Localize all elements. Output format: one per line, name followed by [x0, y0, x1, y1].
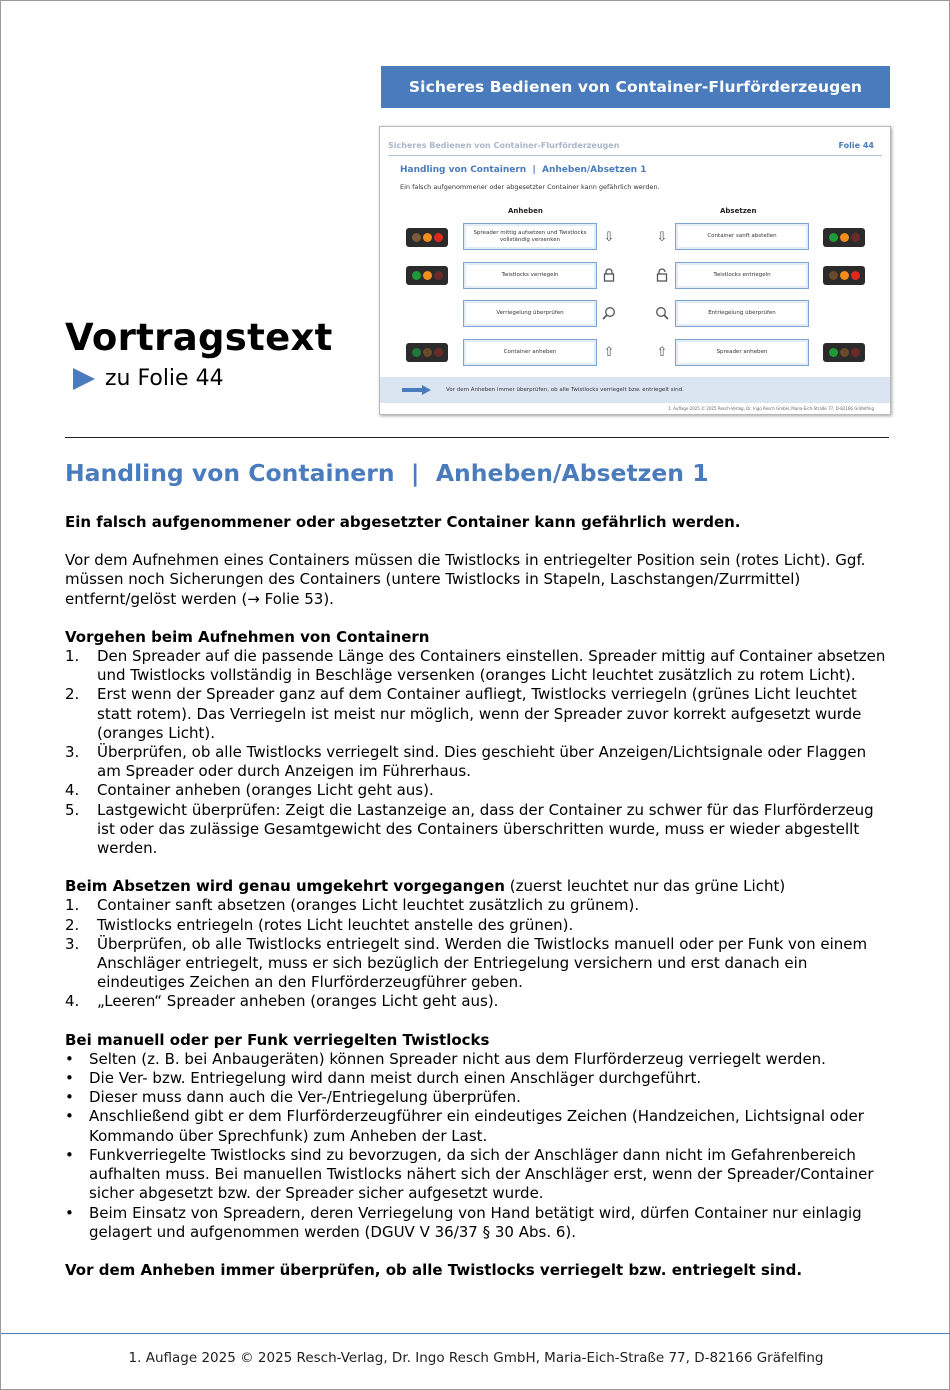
absetzen-heading: Beim Absetzen wird genau umgekehrt vorgegangen (zuerst leuchtet nur das grüne Licht): [65, 877, 786, 896]
arrow-up-icon: ⇧: [656, 344, 668, 360]
arrow-down-icon: ⇩: [603, 229, 615, 245]
triangle-right-icon: [73, 368, 95, 390]
banner-title: Sicheres Bedienen von Container-Flurförderzeugen: [408, 78, 863, 96]
lock-open-icon: [654, 267, 670, 283]
slide-copyright: 1. Auflage 2025 © 2025 Resch-Verlag, Dr. Ingo Resch GmbH, Maria-Eich-Straße 77, D-82166 Gräfelfing: [668, 406, 874, 411]
slide-box-right-3: Entriegelung überprüfen: [675, 300, 809, 327]
slide-header-rule: [388, 155, 882, 156]
list-item: 1. Container sanft absetzen (oranges Licht leuchtet zusätzlich zu grünem).: [65, 896, 640, 915]
bullet-item: • Die Ver- bzw. Entriegelung wird dann meist durch einen Anschläger durchgeführt.: [65, 1069, 702, 1088]
section-heading: Handling von Containern | Anheben/Absetzen 1: [65, 459, 709, 487]
intro-paragraph: Vor dem Aufnehmen eines Containers müssen die Twistlocks in entriegelter Position sein (rotes Licht). Ggf. müssen noch Sicherungen des Containers (untere Twistlocks in Stapeln, Laschstangen/Zurrmittel) entfernt/gelöst werden (→ Folie 53).: [65, 551, 866, 608]
lecture-content: [65, 513, 891, 1280]
closing-bold: Vor dem Anheben immer überprüfen, ob alle Twistlocks verriegelt bzw. entriegelt sind.: [65, 1260, 803, 1279]
list-item: 5. Lastgewicht überprüfen: Zeigt die Lastanzeige an, dass der Container zu schwer für das Flurförderzeug ist oder das zulässige Gesamtgewicht des Containers überschritten wurde, muss er wieder abgestellt werden.: [65, 800, 874, 858]
list-item: 2. Erst wenn der Spreader ganz auf dem Container aufliegt, Twistlocks verriegeln (grünes Licht leuchtet statt rotem). Das Verriegeln ist meist nur möglich, wenn der Spreader zuvor korrekt aufgesetzt wurde (oranges Licht).: [65, 685, 862, 742]
manuell-heading: Bei manuell oder per Funk verriegelten Twistlocks: [65, 1030, 490, 1049]
list-item: 3. Überprüfen, ob alle Twistlocks verriegelt sind. Dies geschieht über Anzeigen/Lichtsignale oder Flaggen am Spreader oder durch Anzeigen im Führerhaus.: [65, 743, 867, 781]
slide-box-right-4: Spreader anheben: [675, 339, 809, 366]
aufnehmen-list: [65, 647, 891, 858]
list-item: 1. Den Spreader auf die passende Länge des Containers einstellen. Spreader mittig auf Container absetzen und Twistlocks vollständig in Beschläge versenken (oranges Licht leuchtet zusätzlich zu rotem Licht).: [65, 647, 886, 685]
arrow-right-icon: [402, 386, 432, 394]
magnifier-icon: [654, 305, 670, 321]
slide-box-left-1: Spreader mittig aufsetzen und Twistlocks vollständig versenken: [463, 223, 597, 250]
vortragstext-title: Vortragstext: [65, 316, 333, 359]
traffic-light-right-1: [823, 228, 865, 247]
list-item: 3. Überprüfen, ob alle Twistlocks entriegelt sind. Werden die Twistlocks manuell oder per Funk von einem Anschläger entriegelt, muss er sich bezüglich der Entriegelung versichern und erst danach ein eindeutiges Zeichen an den Flurförderzeugführer geben.: [65, 934, 868, 992]
intro-bold: Ein falsch aufgenommener oder abgesetzter Container kann gefährlich werden.: [65, 513, 741, 531]
aufnehmen-heading: Vorgehen beim Aufnehmen von Containern: [65, 627, 430, 646]
traffic-light-left-4: [406, 343, 448, 362]
slide-box-right-1: Container sanft abstellen: [675, 223, 809, 250]
slide-subtitle: Ein falsch aufgenommener oder abgesetzter Container kann gefährlich werden.: [400, 183, 660, 191]
list-item: 4. „Leeren“ Spreader anheben (oranges Licht geht aus).: [65, 992, 499, 1011]
manuell-list: [65, 1050, 891, 1242]
slide-box-right-2: Twistlocks entriegeln: [675, 262, 809, 289]
traffic-light-right-2: [823, 266, 865, 285]
traffic-light-right-4: [823, 343, 865, 362]
slide-box-left-4: Container anheben: [463, 339, 597, 366]
magnifier-icon: [601, 305, 617, 321]
bullet-item: • Anschließend gibt er dem Flurförderzeugführer ein eindeutiges Zeichen (Handzeichen, Lichtsignal oder Kommando über Sprechfunk) zum Anheben der Last.: [65, 1107, 864, 1145]
slide-footer-text: Vor dem Anheben immer überprüfen, ob alle Twistlocks verriegelt bzw. entriegelt sind.: [446, 387, 684, 393]
slide-header-title: Sicheres Bedienen von Container-Flurförderzeugen: [388, 141, 620, 150]
slide-title: Handling von Containern | Anheben/Absetzen 1: [400, 165, 647, 175]
slide-box-left-2: Twistlocks verriegeln: [463, 262, 597, 289]
arrow-up-icon: ⇧: [603, 344, 615, 360]
zu-folie-text: zu Folie 44: [105, 366, 224, 391]
footer-copyright: 1. Auflage 2025 © 2025 Resch-Verlag, Dr. Ingo Resch GmbH, Maria-Eich-Straße 77, D-82166 Gräfelfing: [128, 1350, 824, 1366]
slide-box-left-3: Verriegelung überprüfen: [463, 300, 597, 327]
zu-folie-label: [73, 366, 224, 391]
list-item: 2. Twistlocks entriegeln (rotes Licht leuchtet anstelle des grünen).: [65, 915, 574, 934]
slide-thumbnail: [379, 126, 891, 415]
bullet-item: • Funkverriegelte Twistlocks sind zu bevorzugen, da sich der Anschläger dann nicht im Gefahrenbereich aufhalten muss. Bei manuellen Twistlocks nähert sich der Anschläger erst, wenn der Spreader/Container sicher abgesetzt bzw. der Spreader sicher aufgesetzt wurde.: [65, 1145, 874, 1203]
bullet-item: • Beim Einsatz von Spreadern, deren Verriegelung von Hand betätigt wird, dürfen Container nur einlagig gelagert und aufgenommen werden (DGUV V 36/37 § 30 Abs. 6).: [65, 1203, 862, 1241]
list-item: 4. Container anheben (oranges Licht geht aus).: [65, 781, 434, 800]
traffic-light-left-2: [406, 266, 448, 285]
series-title-banner: [381, 66, 890, 108]
lock-closed-icon: [601, 267, 617, 283]
slide-folie-label: Folie 44: [838, 141, 874, 150]
bullet-item: • Selten (z. B. bei Anbaugeräten) können Spreader nicht aus dem Flurförderzeug verriegelt werden.: [65, 1049, 826, 1068]
absetzen-list: [65, 896, 891, 1011]
slide-col-anheben: Anheben: [508, 207, 543, 215]
slide-col-absetzen: Absetzen: [720, 207, 757, 215]
traffic-light-left-1: [406, 228, 448, 247]
slide-footer-bar: [380, 377, 890, 403]
divider-footer: [1, 1333, 950, 1334]
divider-top: [65, 437, 889, 438]
bullet-item: • Dieser muss dann auch die Ver-/Entriegelung überprüfen.: [65, 1088, 521, 1107]
arrow-down-icon: ⇩: [656, 229, 668, 245]
